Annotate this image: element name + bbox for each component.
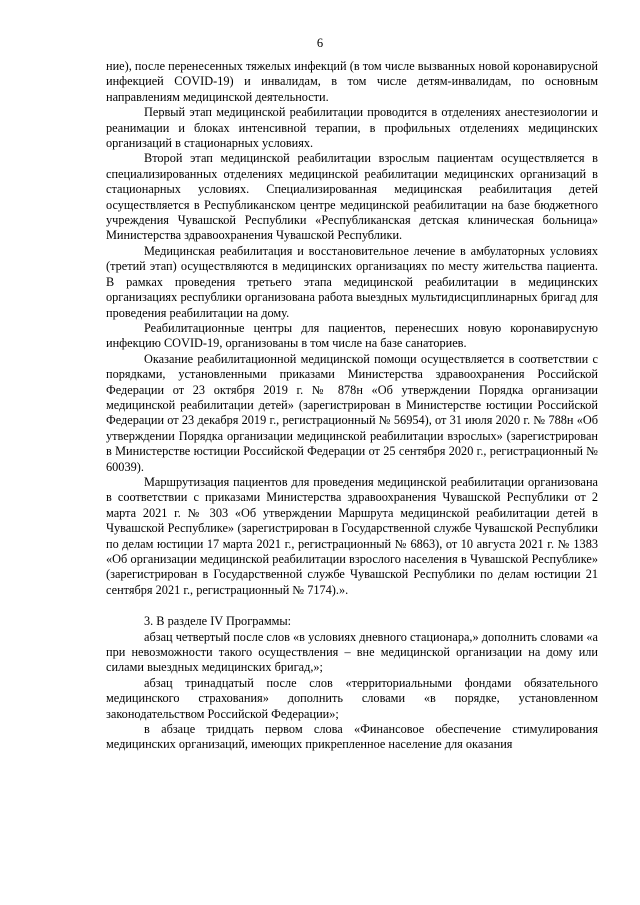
paragraph-rehab-centers: Реабилитационные центры для пациентов, перенесших новую коронавирусную инфекцию COVID-19, организованы в том числе на базе санаториев.: [106, 320, 598, 351]
paragraph-amend-thirteenth: абзац тринадцатый после слов «территориальными фондами обязательного медицинского страхования» дополнить словами «в порядке, установленном законодательством Российской Федерации»;: [106, 675, 598, 721]
page-number: 6: [316, 36, 324, 50]
paragraph-rehab-orders: Оказание реабилитационной медицинской помощи осуществляется в соответствии с порядками, установленными приказами Министерства здравоохранения Российской Федерации от 23 октября 2019 г. № 878н «Об утверждении Порядка организации медицинской реабилитации детей» (зарегистрирован в Министерстве юстиции Российской Федерации от 23 декабря 2019 г., регистрационный № 56954), от 31 июля 2020 г. № 788н «Об утверждении Порядка организации медицинской реабилитации взрослых» (зарегистрирован в Министерстве юстиции Российской Федерации от 25 сентября 2020 г., регистрационный № 60039).: [106, 351, 598, 474]
paragraph-second-stage: Второй этап медицинской реабилитации взрослым пациентам осуществляется в специализированных отделениях медицинской реабилитации медицинских организаций в стационарных условиях. Специализированная медицинская реабилитация детей осуществляется в Республиканском центре медицинской реабилитации на базе бюджетного учреждения Чувашской Республики «Республиканская детская клиническая больница» Министерства здравоохранения Чувашской Республики.: [106, 151, 598, 243]
document-body: [106, 59, 598, 753]
paragraph-amend-thirty-first: в абзаце тридцать первом слова «Финансовое обеспечение стимулирования медицинских организаций, имеющих прикрепленное население для оказания: [106, 722, 598, 752]
paragraph-first-stage: Первый этап медицинской реабилитации проводится в отделениях анестезиологии и реанимации и блоках интенсивной терапии, в профильных отделениях медицинских организаций в стационарных условиях.: [106, 105, 598, 151]
paragraph-continuation: ние), после перенесенных тяжелых инфекций (в том числе вызванных новой коронавирусной инфекцией COVID-19) и инвалидам, в том числе детям-инвалидам, по основным направлениям медицинской деятельности.: [106, 59, 598, 104]
section-item-3: 3. В разделе IV Программы:: [144, 614, 292, 629]
paragraph-routing: Маршрутизация пациентов для проведения медицинской реабилитации организована в соответствии с приказами Министерства здравоохранения Чувашской Республики от 2 марта 2021 г. № 303 «Об утверждении Маршрута медицинской реабилитации детей в Чувашской Республике» (зарегистрирован в Государственной службе Чувашской Республики по делам юстиции 17 марта 2021 г., регистрационный № 6863), от 10 августа 2021 г. № 1383 «Об организации медицинской реабилитации взрослого населения в Чувашской Республике» (зарегистрирован в Государственной службе Чувашской Республики по делам юстиции 21 сентября 2021 г., регистрационный № 7174).».: [106, 474, 598, 597]
paragraph-amend-fourth: абзац четвертый после слов «в условиях дневного стационара,» дополнить словами «а при невозможности такого осуществления – вне медицинской организации на дому или силами выездных медицинских бригад,»;: [106, 629, 598, 675]
paragraph-third-stage: Медицинская реабилитация и восстановительное лечение в амбулаторных условиях (третий этап) осуществляются в медицинских организациях по месту жительства пациента. В рамках проведения третьего этапа медицинской реабилитации в медицинских организациях республики организована работа выездных мультидисциплинарных бригад для проведения реабилитации на дому.: [106, 243, 598, 320]
